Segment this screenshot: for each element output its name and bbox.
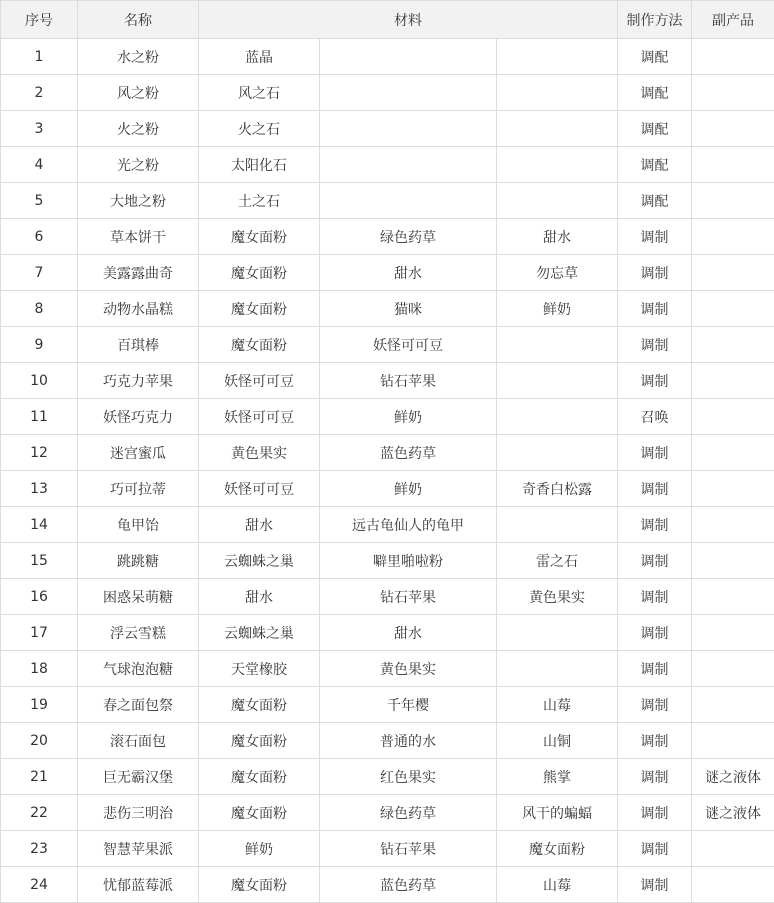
cell-byproduct bbox=[692, 435, 774, 471]
cell-index: 17 bbox=[1, 615, 78, 651]
cell-material-2: 蓝色药草 bbox=[320, 435, 497, 471]
cell-name: 风之粉 bbox=[78, 75, 199, 111]
cell-name: 美露露曲奇 bbox=[78, 255, 199, 291]
cell-name: 忧郁蓝莓派 bbox=[78, 867, 199, 903]
cell-method: 调制 bbox=[618, 615, 692, 651]
cell-index: 20 bbox=[1, 723, 78, 759]
cell-material-2: 甜水 bbox=[320, 615, 497, 651]
cell-byproduct bbox=[692, 75, 774, 111]
cell-material-2: 钻石苹果 bbox=[320, 579, 497, 615]
cell-method: 调制 bbox=[618, 507, 692, 543]
cell-name: 浮云雪糕 bbox=[78, 615, 199, 651]
cell-index: 23 bbox=[1, 831, 78, 867]
cell-index: 2 bbox=[1, 75, 78, 111]
table-row bbox=[1, 759, 774, 795]
cell-material-2: 钻石苹果 bbox=[320, 363, 497, 399]
cell-material-1: 天堂橡胶 bbox=[199, 651, 320, 687]
cell-material-2: 鲜奶 bbox=[320, 399, 497, 435]
cell-name: 巨无霸汉堡 bbox=[78, 759, 199, 795]
cell-material-2: 蓝色药草 bbox=[320, 867, 497, 903]
cell-method: 调制 bbox=[618, 867, 692, 903]
cell-material-1: 魔女面粉 bbox=[199, 255, 320, 291]
cell-name: 草本饼干 bbox=[78, 219, 199, 255]
cell-name: 大地之粉 bbox=[78, 183, 199, 219]
cell-byproduct bbox=[692, 219, 774, 255]
cell-material-3 bbox=[497, 39, 618, 75]
cell-name: 妖怪巧克力 bbox=[78, 399, 199, 435]
cell-method: 调制 bbox=[618, 687, 692, 723]
cell-material-1: 太阳化石 bbox=[199, 147, 320, 183]
cell-name: 光之粉 bbox=[78, 147, 199, 183]
table-row bbox=[1, 687, 774, 723]
cell-method: 调配 bbox=[618, 111, 692, 147]
cell-method: 调制 bbox=[618, 759, 692, 795]
table-row bbox=[1, 471, 774, 507]
table-row bbox=[1, 615, 774, 651]
cell-byproduct bbox=[692, 507, 774, 543]
cell-material-3: 风干的蝙蝠 bbox=[497, 795, 618, 831]
cell-material-1: 魔女面粉 bbox=[199, 759, 320, 795]
table-body bbox=[1, 39, 774, 903]
cell-byproduct bbox=[692, 39, 774, 75]
cell-method: 调制 bbox=[618, 327, 692, 363]
cell-material-1: 黄色果实 bbox=[199, 435, 320, 471]
cell-material-3 bbox=[497, 651, 618, 687]
cell-material-3 bbox=[497, 111, 618, 147]
cell-index: 12 bbox=[1, 435, 78, 471]
cell-byproduct bbox=[692, 723, 774, 759]
cell-name: 智慧苹果派 bbox=[78, 831, 199, 867]
cell-method: 调制 bbox=[618, 471, 692, 507]
table-row bbox=[1, 291, 774, 327]
cell-name: 滚石面包 bbox=[78, 723, 199, 759]
cell-index: 8 bbox=[1, 291, 78, 327]
cell-name: 迷宫蜜瓜 bbox=[78, 435, 199, 471]
cell-material-2: 甜水 bbox=[320, 255, 497, 291]
cell-name: 跳跳糖 bbox=[78, 543, 199, 579]
cell-method: 调制 bbox=[618, 219, 692, 255]
cell-byproduct bbox=[692, 327, 774, 363]
cell-byproduct bbox=[692, 255, 774, 291]
cell-byproduct bbox=[692, 543, 774, 579]
cell-method: 调制 bbox=[618, 291, 692, 327]
cell-index: 11 bbox=[1, 399, 78, 435]
cell-material-3: 雷之石 bbox=[497, 543, 618, 579]
cell-index: 7 bbox=[1, 255, 78, 291]
cell-material-3: 奇香白松露 bbox=[497, 471, 618, 507]
cell-material-2: 红色果实 bbox=[320, 759, 497, 795]
table-row bbox=[1, 183, 774, 219]
cell-material-3: 山莓 bbox=[497, 687, 618, 723]
cell-material-3 bbox=[497, 399, 618, 435]
cell-material-2: 猫咪 bbox=[320, 291, 497, 327]
cell-method: 调配 bbox=[618, 39, 692, 75]
cell-byproduct bbox=[692, 111, 774, 147]
header-method: 制作方法 bbox=[618, 1, 692, 39]
cell-method: 调配 bbox=[618, 75, 692, 111]
cell-index: 5 bbox=[1, 183, 78, 219]
cell-material-1: 妖怪可可豆 bbox=[199, 363, 320, 399]
table-row bbox=[1, 723, 774, 759]
cell-material-2 bbox=[320, 39, 497, 75]
table-row bbox=[1, 795, 774, 831]
cell-material-1: 魔女面粉 bbox=[199, 795, 320, 831]
cell-material-1: 魔女面粉 bbox=[199, 867, 320, 903]
cell-index: 19 bbox=[1, 687, 78, 723]
cell-name: 百琪棒 bbox=[78, 327, 199, 363]
cell-material-1: 魔女面粉 bbox=[199, 291, 320, 327]
cell-material-3 bbox=[497, 615, 618, 651]
cell-byproduct bbox=[692, 363, 774, 399]
cell-material-2: 噼里啪啦粉 bbox=[320, 543, 497, 579]
table-row bbox=[1, 579, 774, 615]
cell-material-2: 绿色药草 bbox=[320, 795, 497, 831]
cell-byproduct bbox=[692, 687, 774, 723]
cell-byproduct bbox=[692, 291, 774, 327]
cell-material-1: 鲜奶 bbox=[199, 831, 320, 867]
cell-material-1: 风之石 bbox=[199, 75, 320, 111]
table-row bbox=[1, 435, 774, 471]
table-row bbox=[1, 75, 774, 111]
cell-byproduct bbox=[692, 399, 774, 435]
cell-material-1: 魔女面粉 bbox=[199, 219, 320, 255]
cell-material-2: 普通的水 bbox=[320, 723, 497, 759]
cell-method: 调制 bbox=[618, 363, 692, 399]
cell-name: 春之面包祭 bbox=[78, 687, 199, 723]
table-row bbox=[1, 651, 774, 687]
cell-material-3: 勿忘草 bbox=[497, 255, 618, 291]
cell-method: 调配 bbox=[618, 147, 692, 183]
cell-material-2: 千年樱 bbox=[320, 687, 497, 723]
cell-index: 9 bbox=[1, 327, 78, 363]
cell-index: 3 bbox=[1, 111, 78, 147]
cell-byproduct bbox=[692, 867, 774, 903]
header-materials: 材料 bbox=[199, 1, 618, 39]
cell-material-3 bbox=[497, 183, 618, 219]
cell-material-3: 甜水 bbox=[497, 219, 618, 255]
cell-method: 调配 bbox=[618, 183, 692, 219]
cell-material-3: 魔女面粉 bbox=[497, 831, 618, 867]
cell-material-1: 甜水 bbox=[199, 579, 320, 615]
cell-material-2: 妖怪可可豆 bbox=[320, 327, 497, 363]
cell-material-1: 云蜘蛛之巢 bbox=[199, 615, 320, 651]
cell-material-1: 云蜘蛛之巢 bbox=[199, 543, 320, 579]
cell-byproduct bbox=[692, 615, 774, 651]
cell-material-1: 魔女面粉 bbox=[199, 687, 320, 723]
cell-material-1: 甜水 bbox=[199, 507, 320, 543]
cell-material-3 bbox=[497, 507, 618, 543]
cell-method: 召唤 bbox=[618, 399, 692, 435]
cell-index: 24 bbox=[1, 867, 78, 903]
cell-index: 13 bbox=[1, 471, 78, 507]
header-name: 名称 bbox=[78, 1, 199, 39]
cell-material-2 bbox=[320, 111, 497, 147]
cell-index: 21 bbox=[1, 759, 78, 795]
cell-index: 1 bbox=[1, 39, 78, 75]
cell-byproduct bbox=[692, 471, 774, 507]
cell-byproduct bbox=[692, 183, 774, 219]
table-row bbox=[1, 111, 774, 147]
cell-material-1: 魔女面粉 bbox=[199, 723, 320, 759]
cell-material-3: 鲜奶 bbox=[497, 291, 618, 327]
table-row bbox=[1, 867, 774, 903]
cell-name: 龟甲饴 bbox=[78, 507, 199, 543]
cell-name: 悲伤三明治 bbox=[78, 795, 199, 831]
cell-material-3 bbox=[497, 435, 618, 471]
cell-name: 水之粉 bbox=[78, 39, 199, 75]
cell-name: 巧克力苹果 bbox=[78, 363, 199, 399]
cell-index: 15 bbox=[1, 543, 78, 579]
cell-byproduct bbox=[692, 147, 774, 183]
cell-material-3: 黄色果实 bbox=[497, 579, 618, 615]
cell-material-2: 黄色果实 bbox=[320, 651, 497, 687]
cell-method: 调制 bbox=[618, 723, 692, 759]
cell-material-2 bbox=[320, 147, 497, 183]
cell-material-2 bbox=[320, 75, 497, 111]
table-row bbox=[1, 363, 774, 399]
cell-material-1: 魔女面粉 bbox=[199, 327, 320, 363]
header-index: 序号 bbox=[1, 1, 78, 39]
cell-method: 调制 bbox=[618, 795, 692, 831]
cell-material-3 bbox=[497, 147, 618, 183]
cell-material-2: 绿色药草 bbox=[320, 219, 497, 255]
header-row bbox=[1, 1, 774, 39]
cell-index: 16 bbox=[1, 579, 78, 615]
cell-material-3: 山铜 bbox=[497, 723, 618, 759]
cell-material-3 bbox=[497, 327, 618, 363]
cell-material-1: 妖怪可可豆 bbox=[199, 471, 320, 507]
cell-byproduct bbox=[692, 831, 774, 867]
cell-material-3 bbox=[497, 75, 618, 111]
cell-method: 调制 bbox=[618, 255, 692, 291]
cell-index: 6 bbox=[1, 219, 78, 255]
cell-method: 调制 bbox=[618, 579, 692, 615]
cell-material-3 bbox=[497, 363, 618, 399]
cell-byproduct: 谜之液体 bbox=[692, 795, 774, 831]
cell-material-1: 火之石 bbox=[199, 111, 320, 147]
cell-material-1: 妖怪可可豆 bbox=[199, 399, 320, 435]
cell-index: 10 bbox=[1, 363, 78, 399]
header-byproduct: 副产品 bbox=[692, 1, 774, 39]
cell-byproduct bbox=[692, 579, 774, 615]
cell-material-1: 土之石 bbox=[199, 183, 320, 219]
cell-byproduct: 谜之液体 bbox=[692, 759, 774, 795]
cell-index: 22 bbox=[1, 795, 78, 831]
cell-index: 14 bbox=[1, 507, 78, 543]
cell-byproduct bbox=[692, 651, 774, 687]
cell-material-2: 远古龟仙人的龟甲 bbox=[320, 507, 497, 543]
cell-material-2: 鲜奶 bbox=[320, 471, 497, 507]
cell-material-2 bbox=[320, 183, 497, 219]
table-row bbox=[1, 831, 774, 867]
table-row bbox=[1, 399, 774, 435]
cell-index: 4 bbox=[1, 147, 78, 183]
cell-name: 困惑呆萌糖 bbox=[78, 579, 199, 615]
cell-name: 火之粉 bbox=[78, 111, 199, 147]
cell-material-1: 蓝晶 bbox=[199, 39, 320, 75]
table-row bbox=[1, 147, 774, 183]
cell-name: 动物水晶糕 bbox=[78, 291, 199, 327]
table-row bbox=[1, 219, 774, 255]
table-row bbox=[1, 507, 774, 543]
cell-material-2: 钻石苹果 bbox=[320, 831, 497, 867]
cell-name: 巧可拉蒂 bbox=[78, 471, 199, 507]
cell-method: 调制 bbox=[618, 435, 692, 471]
table-row bbox=[1, 255, 774, 291]
table-row bbox=[1, 543, 774, 579]
table-row bbox=[1, 39, 774, 75]
cell-name: 气球泡泡糖 bbox=[78, 651, 199, 687]
cell-method: 调制 bbox=[618, 831, 692, 867]
table-row bbox=[1, 327, 774, 363]
cell-material-3: 山莓 bbox=[497, 867, 618, 903]
cell-index: 18 bbox=[1, 651, 78, 687]
cell-method: 调制 bbox=[618, 543, 692, 579]
cell-method: 调制 bbox=[618, 651, 692, 687]
cell-material-3: 熊掌 bbox=[497, 759, 618, 795]
